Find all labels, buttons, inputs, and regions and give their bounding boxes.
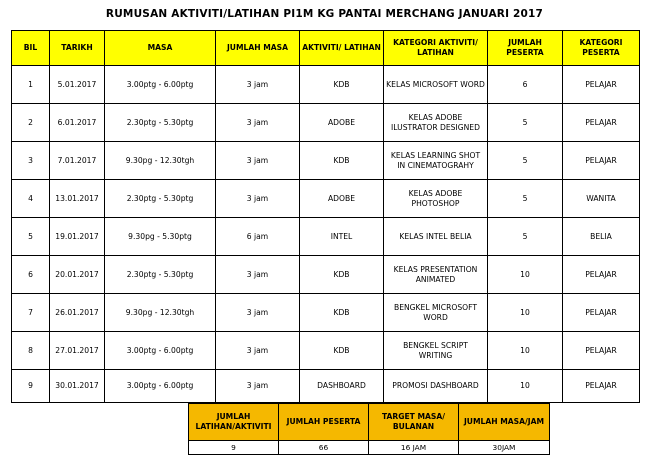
table-row [12, 256, 640, 294]
cell-kategori-peserta: PELAJAR [563, 104, 640, 142]
cell-jumlah-masa: 3 jam [216, 142, 300, 180]
header-bil: BIL [12, 31, 50, 66]
cell-aktiviti: ADOBE [300, 104, 384, 142]
summary-header-jumlah-latihan: JUMLAH LATIHAN/AKTIVITI [189, 404, 279, 441]
cell-bil: 2 [12, 104, 50, 142]
cell-jumlah-masa: 3 jam [216, 180, 300, 218]
cell-tarikh: 20.01.2017 [50, 256, 105, 294]
cell-kategori-peserta: PELAJAR [563, 256, 640, 294]
cell-jumlah-peserta: 5 [488, 104, 563, 142]
cell-bil: 3 [12, 142, 50, 180]
cell-kategori: PROMOSI DASHBOARD [384, 370, 488, 403]
cell-jumlah-peserta: 10 [488, 332, 563, 370]
header-tarikh: TARIKH [50, 31, 105, 66]
cell-masa: 2.30ptg - 5.30ptg [105, 256, 216, 294]
cell-masa: 3.00ptg - 6.00ptg [105, 66, 216, 104]
table-row [12, 218, 640, 256]
cell-bil: 9 [12, 370, 50, 403]
cell-jumlah-peserta: 5 [488, 180, 563, 218]
cell-bil: 6 [12, 256, 50, 294]
cell-tarikh: 27.01.2017 [50, 332, 105, 370]
cell-jumlah-peserta: 5 [488, 142, 563, 180]
cell-kategori: BENGKEL SCRIPT WRITING [384, 332, 488, 370]
cell-aktiviti: INTEL [300, 218, 384, 256]
summary-header-jumlah-masa: JUMLAH MASA/JAM [459, 404, 550, 441]
table-row [12, 180, 640, 218]
cell-kategori: KELAS LEARNING SHOT IN CINEMATOGRAHY [384, 142, 488, 180]
cell-jumlah-masa: 3 jam [216, 332, 300, 370]
header-kategori-peserta: KATEGORI PESERTA [563, 31, 640, 66]
cell-jumlah-peserta: 6 [488, 66, 563, 104]
summary-target-masa: 16 JAM [369, 441, 459, 455]
cell-kategori: KELAS ADOBE PHOTOSHOP [384, 180, 488, 218]
header-jumlah-masa: JUMLAH MASA [216, 31, 300, 66]
header-jumlah-peserta: JUMLAH PESERTA [488, 31, 563, 66]
summary-header-target-masa: TARGET MASA/ BULANAN [369, 404, 459, 441]
table-row [12, 332, 640, 370]
table-row [12, 104, 640, 142]
cell-kategori-peserta: PELAJAR [563, 66, 640, 104]
cell-jumlah-masa: 3 jam [216, 294, 300, 332]
cell-kategori-peserta: PELAJAR [563, 142, 640, 180]
cell-aktiviti: ADOBE [300, 180, 384, 218]
cell-masa: 2.30ptg - 5.30ptg [105, 180, 216, 218]
cell-masa: 3.00ptg - 6.00ptg [105, 370, 216, 403]
summary-header-row [189, 404, 550, 441]
table-row [12, 370, 640, 403]
cell-tarikh: 6.01.2017 [50, 104, 105, 142]
table-row [12, 294, 640, 332]
cell-bil: 7 [12, 294, 50, 332]
cell-tarikh: 13.01.2017 [50, 180, 105, 218]
cell-kategori-peserta: BELIA [563, 218, 640, 256]
cell-aktiviti: KDB [300, 66, 384, 104]
cell-tarikh: 5.01.2017 [50, 66, 105, 104]
cell-masa: 9.30pg - 5.30ptg [105, 218, 216, 256]
cell-kategori: BENGKEL MICROSOFT WORD [384, 294, 488, 332]
table-row [12, 142, 640, 180]
cell-jumlah-peserta: 10 [488, 294, 563, 332]
cell-kategori: KELAS INTEL BELIA [384, 218, 488, 256]
cell-jumlah-masa: 3 jam [216, 104, 300, 142]
cell-masa: 9.30pg - 12.30tgh [105, 294, 216, 332]
cell-jumlah-peserta: 5 [488, 218, 563, 256]
cell-tarikh: 19.01.2017 [50, 218, 105, 256]
cell-aktiviti: KDB [300, 294, 384, 332]
page-title: RUMUSAN AKTIVITI/LATIHAN PI1M KG PANTAI MERCHANG JANUARI 2017 [105, 8, 544, 20]
cell-masa: 2.30ptg - 5.30ptg [105, 104, 216, 142]
cell-tarikh: 30.01.2017 [50, 370, 105, 403]
summary-jumlah-peserta: 66 [279, 441, 369, 455]
cell-jumlah-peserta: 10 [488, 370, 563, 403]
cell-aktiviti: KDB [300, 256, 384, 294]
activity-table [11, 30, 640, 403]
header-kategori: KATEGORI AKTIVITI/ LATIHAN [384, 31, 488, 66]
cell-kategori-peserta: PELAJAR [563, 332, 640, 370]
header-aktiviti: AKTIVITI/ LATIHAN [300, 31, 384, 66]
cell-kategori: KELAS MICROSOFT WORD [384, 66, 488, 104]
cell-jumlah-masa: 3 jam [216, 66, 300, 104]
summary-jumlah-masa: 30JAM [459, 441, 550, 455]
table-header-row [12, 31, 640, 66]
cell-kategori: KELAS PRESENTATION ANIMATED [384, 256, 488, 294]
cell-bil: 1 [12, 66, 50, 104]
cell-kategori-peserta: WANITA [563, 180, 640, 218]
cell-bil: 4 [12, 180, 50, 218]
cell-kategori-peserta: PELAJAR [563, 370, 640, 403]
header-masa: MASA [105, 31, 216, 66]
cell-tarikh: 26.01.2017 [50, 294, 105, 332]
cell-kategori: KELAS ADOBE ILUSTRATOR DESIGNED [384, 104, 488, 142]
cell-jumlah-masa: 3 jam [216, 370, 300, 403]
summary-header-jumlah-peserta: JUMLAH PESERTA [279, 404, 369, 441]
cell-tarikh: 7.01.2017 [50, 142, 105, 180]
cell-aktiviti: KDB [300, 142, 384, 180]
summary-jumlah-latihan: 9 [189, 441, 279, 455]
cell-bil: 8 [12, 332, 50, 370]
cell-masa: 3.00ptg - 6.00ptg [105, 332, 216, 370]
cell-aktiviti: KDB [300, 332, 384, 370]
cell-jumlah-masa: 3 jam [216, 256, 300, 294]
cell-jumlah-masa: 6 jam [216, 218, 300, 256]
cell-kategori-peserta: PELAJAR [563, 294, 640, 332]
summary-values-row [189, 441, 550, 455]
summary-table [188, 403, 550, 455]
cell-jumlah-peserta: 10 [488, 256, 563, 294]
cell-bil: 5 [12, 218, 50, 256]
table-row [12, 66, 640, 104]
cell-masa: 9.30pg - 12.30tgh [105, 142, 216, 180]
cell-aktiviti: DASHBOARD [300, 370, 384, 403]
